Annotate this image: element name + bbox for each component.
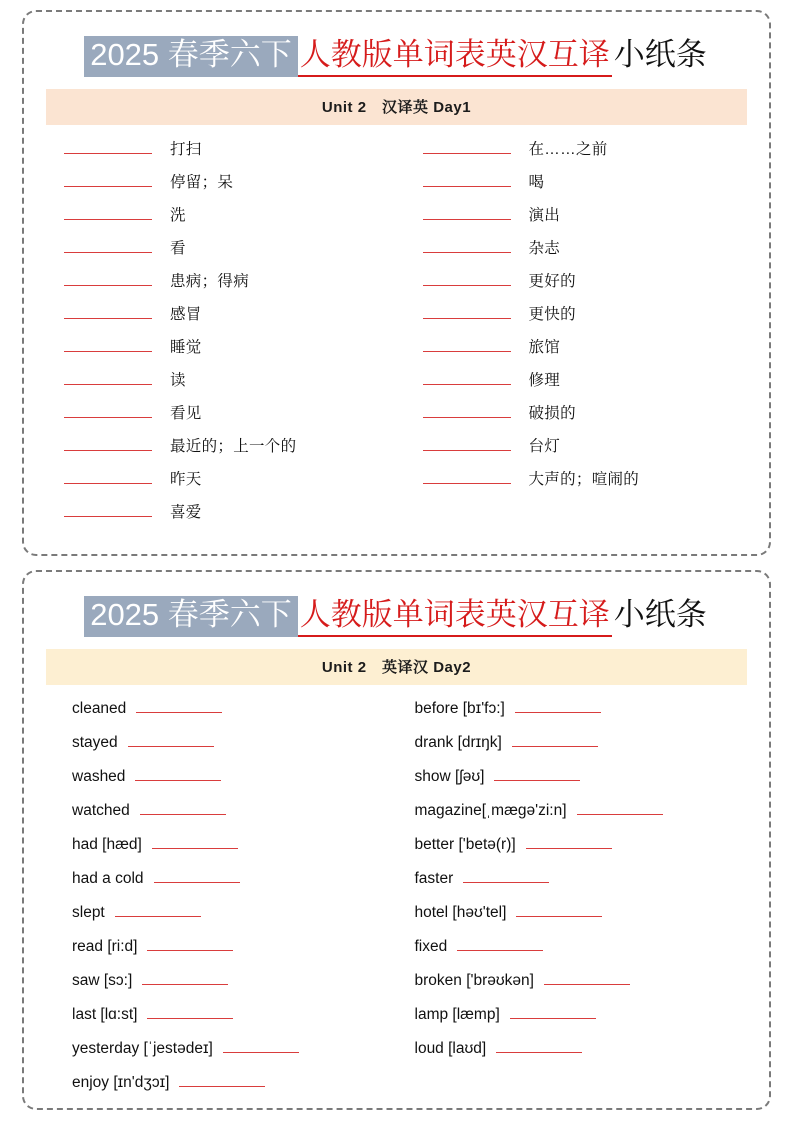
list-item [72, 697, 397, 731]
chinese-term: 看见 [170, 404, 202, 422]
list-item [72, 731, 397, 765]
answer-blank[interactable] [147, 935, 233, 951]
list-item [415, 901, 748, 935]
english-term: had a cold [72, 869, 144, 887]
list-item [64, 368, 397, 401]
answer-blank[interactable] [423, 138, 511, 154]
english-term: lamp [læmp] [414, 1005, 500, 1023]
answer-blank[interactable] [140, 799, 226, 815]
list-item [64, 401, 397, 434]
answer-blank[interactable] [152, 833, 238, 849]
list-item [423, 335, 748, 368]
english-term: magazine[ˌmægə'zi:n] [414, 801, 567, 819]
chinese-term: 台灯 [528, 437, 561, 455]
list-item [415, 867, 748, 901]
answer-blank[interactable] [577, 799, 663, 815]
list-item [64, 236, 397, 269]
answer-blank[interactable] [142, 969, 228, 985]
list-item [72, 799, 397, 833]
answer-blank[interactable] [512, 731, 598, 747]
english-term: drank [drɪŋk] [414, 733, 502, 751]
answer-blank[interactable] [423, 402, 511, 418]
title-black-text: 小纸条 [613, 37, 707, 72]
title-black-text: 小纸条 [613, 597, 707, 632]
list-item [72, 935, 397, 969]
answer-blank[interactable] [64, 402, 152, 418]
title-year-badge: 2025 春季六下 [84, 596, 298, 637]
english-term: last [lɑ:st] [72, 1005, 138, 1023]
list-item [72, 969, 397, 1003]
english-term: faster [414, 869, 454, 887]
english-term: before [bɪ'fɔ:] [414, 699, 505, 717]
english-term: saw [sɔ:] [72, 971, 133, 989]
list-item [415, 969, 748, 1003]
chinese-term: 最近的；上一个的 [170, 437, 297, 455]
answer-blank[interactable] [496, 1037, 582, 1053]
list-item [72, 1003, 397, 1037]
chinese-term: 更好的 [528, 272, 576, 290]
english-term: cleaned [72, 699, 127, 717]
chinese-term: 停留；呆 [170, 173, 234, 191]
answer-blank[interactable] [64, 204, 152, 220]
english-term: washed [72, 767, 126, 785]
answer-blank[interactable] [64, 237, 152, 253]
answer-blank[interactable] [423, 336, 511, 352]
list-item [64, 302, 397, 335]
answer-blank[interactable] [526, 833, 612, 849]
english-term: had [hæd] [72, 835, 142, 853]
english-term: better ['betə(r)] [414, 835, 516, 853]
answer-blank[interactable] [128, 731, 214, 747]
list-item [64, 335, 397, 368]
title-red-text: 人教版单词表英汉互译 [298, 597, 612, 637]
list-item [423, 368, 748, 401]
list-item [64, 500, 397, 533]
word-columns-day1 [46, 137, 747, 533]
answer-blank[interactable] [179, 1071, 265, 1087]
list-item [423, 236, 748, 269]
title-red-text: 人教版单词表英汉互译 [298, 37, 612, 77]
english-term: broken ['brəʊkən] [414, 971, 534, 989]
list-item [64, 269, 397, 302]
chinese-term: 修理 [528, 371, 561, 389]
answer-blank[interactable] [64, 501, 152, 517]
list-item [64, 137, 397, 170]
list-item [415, 935, 748, 969]
answer-blank[interactable] [423, 270, 511, 286]
worksheet-card-day2 [22, 570, 771, 1110]
title-year-badge: 2025 春季六下 [84, 36, 298, 77]
answer-blank[interactable] [135, 765, 221, 781]
answer-blank[interactable] [115, 901, 201, 917]
answer-blank[interactable] [64, 435, 152, 451]
chinese-term: 破损的 [528, 404, 576, 422]
list-item [423, 170, 748, 203]
list-item [72, 1071, 397, 1105]
list-item [423, 401, 748, 434]
answer-blank[interactable] [423, 435, 511, 451]
answer-blank[interactable] [147, 1003, 233, 1019]
list-item [72, 867, 397, 901]
chinese-term: 在……之前 [528, 140, 608, 158]
answer-blank[interactable] [423, 204, 511, 220]
answer-blank[interactable] [64, 468, 152, 484]
list-item [415, 697, 748, 731]
english-term: read [ri:d] [72, 937, 138, 955]
column-right-day2 [397, 697, 748, 1105]
chinese-term: 患病；得病 [170, 272, 250, 290]
chinese-term: 看 [170, 239, 186, 257]
list-item [64, 434, 397, 467]
page-title [46, 36, 747, 77]
answer-blank[interactable] [154, 867, 240, 883]
list-item [423, 137, 748, 170]
column-left-day2 [46, 697, 397, 1105]
chinese-term: 喜爱 [170, 503, 202, 521]
answer-blank[interactable] [64, 369, 152, 385]
unit-header-day2: Unit 2 英译汉 Day2 [46, 649, 747, 685]
answer-blank[interactable] [423, 237, 511, 253]
unit-header-day1: Unit 2 汉译英 Day1 [46, 89, 747, 125]
answer-blank[interactable] [544, 969, 630, 985]
chinese-term: 喝 [528, 173, 545, 191]
list-item [423, 467, 748, 500]
list-item [415, 799, 748, 833]
list-item [72, 901, 397, 935]
column-right-day1 [397, 137, 748, 533]
chinese-term: 杂志 [528, 239, 561, 257]
list-item [423, 203, 748, 236]
chinese-term: 演出 [528, 206, 561, 224]
english-term: show [ʃəʊ] [414, 767, 485, 785]
chinese-term: 大声的；喧闹的 [528, 470, 640, 488]
english-term: yesterday [ˈjestədeɪ] [72, 1039, 213, 1057]
chinese-term: 更快的 [528, 305, 576, 323]
answer-blank[interactable] [64, 171, 152, 187]
answer-blank[interactable] [463, 867, 549, 883]
word-columns-day2 [46, 697, 747, 1105]
answer-blank[interactable] [64, 336, 152, 352]
answer-blank[interactable] [515, 697, 601, 713]
answer-blank[interactable] [457, 935, 543, 951]
chinese-term: 昨天 [170, 470, 202, 488]
chinese-term: 睡觉 [170, 338, 202, 356]
answer-blank[interactable] [423, 171, 511, 187]
answer-blank[interactable] [423, 369, 511, 385]
list-item [64, 170, 397, 203]
column-left-day1 [46, 137, 397, 533]
list-item [415, 765, 748, 799]
list-item [64, 467, 397, 500]
answer-blank[interactable] [423, 468, 511, 484]
english-term: stayed [72, 733, 118, 751]
page-title-2 [46, 596, 747, 637]
chinese-term: 打扫 [170, 140, 202, 158]
worksheet-card-day1 [22, 10, 771, 556]
english-term: loud [laʊd] [414, 1039, 487, 1057]
answer-blank[interactable] [64, 138, 152, 154]
list-item [64, 203, 397, 236]
answer-blank[interactable] [64, 303, 152, 319]
answer-blank[interactable] [423, 303, 511, 319]
list-item [415, 1003, 748, 1037]
list-item [423, 434, 748, 467]
list-item [415, 731, 748, 765]
list-item [72, 833, 397, 867]
list-item [415, 833, 748, 867]
list-item [423, 302, 748, 335]
english-term: watched [72, 801, 130, 819]
english-term: hotel [həʊ'tel] [414, 903, 507, 921]
chinese-term: 感冒 [170, 305, 202, 323]
list-item [72, 765, 397, 799]
answer-blank[interactable] [136, 697, 222, 713]
list-item [423, 269, 748, 302]
chinese-term: 读 [170, 371, 186, 389]
answer-blank[interactable] [64, 270, 152, 286]
answer-blank[interactable] [510, 1003, 596, 1019]
english-term: slept [72, 903, 105, 921]
answer-blank[interactable] [223, 1037, 299, 1053]
chinese-term: 旅馆 [528, 338, 561, 356]
english-term: fixed [414, 937, 448, 955]
english-term: enjoy [ɪn'dʒɔɪ] [72, 1073, 170, 1091]
list-item [415, 1037, 748, 1071]
answer-blank[interactable] [494, 765, 580, 781]
chinese-term: 洗 [170, 206, 186, 224]
answer-blank[interactable] [516, 901, 602, 917]
list-item [72, 1037, 397, 1071]
